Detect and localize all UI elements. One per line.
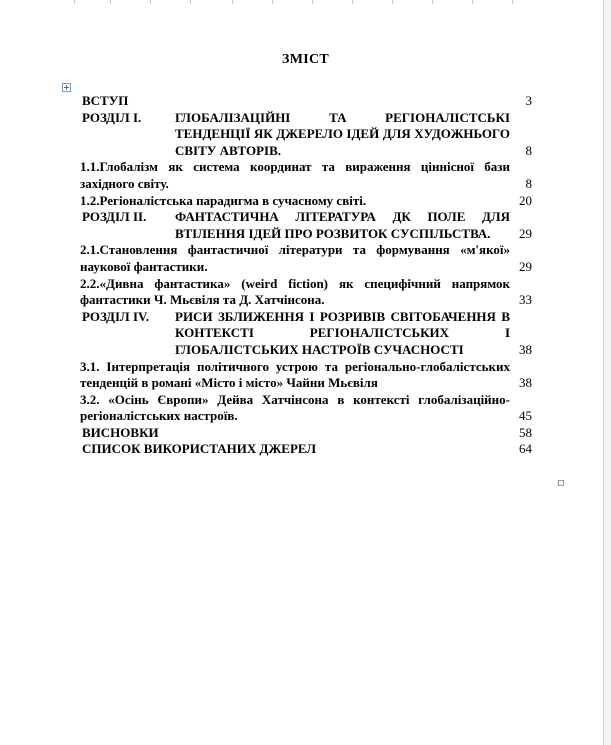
toc-page-number: 33: [519, 292, 532, 308]
toc-page-number: 38: [519, 375, 532, 391]
section-title: 3.1. Інтерпретація політичного устрою та регіонально-глобалістських тенденцій в романі «Місто і місто» Чайни Мьєвіля: [80, 358, 510, 391]
toc-entry-section-2-2[interactable]: [80, 276, 532, 309]
toc-entry-label: ВСТУП: [82, 93, 129, 108]
section-title: 2.1.Становлення фантастичної літератури та формування «м'якої» наукової фантастики.: [80, 242, 510, 274]
section-title: 2.2.«Дивна фантастика» (weird fiction) як специфічний напрямок фантастики Ч. Мьєвіля та Д. Хатчінсона.: [80, 275, 510, 308]
toc-table: [80, 93, 532, 458]
page-right-margin: [604, 0, 611, 745]
toc-page-number: 3: [525, 93, 532, 108]
toc-page-number: 64: [519, 441, 532, 457]
toc-entry-section-1-2[interactable]: [80, 193, 532, 210]
toc-page-number: 29: [519, 225, 532, 241]
chapter-title: ГЛОБАЛІЗАЦІЙНІ ТА РЕГІОНАЛІСТСЬКІ ТЕНДЕНЦІЇ ЯК ДЖЕРЕЛО ІДЕЙ ДЛЯ ХУДОЖНЬОГО СВІТУ АВТОРІВ.: [175, 109, 510, 158]
toc-entry-conclusions[interactable]: [80, 425, 532, 442]
section-title: 1.1.Глобалізм як система координат та вираження ціннісної бази західного світу.: [80, 159, 510, 191]
toc-page-number: 8: [525, 142, 532, 158]
toc-page-number: 45: [519, 408, 532, 424]
chapter-label: РОЗДІЛ IV.: [82, 308, 150, 324]
toc-entry-section-1-1[interactable]: [80, 159, 532, 192]
toc-entry-label: ВИСНОВКИ: [82, 424, 159, 440]
toc-entry-section-2-1[interactable]: [80, 242, 532, 275]
chapter-label: РОЗДІЛ ІІ.: [82, 209, 147, 225]
toc-entry-chapter-2[interactable]: [80, 209, 532, 242]
toc-page-number: 58: [519, 424, 532, 440]
toc-entry-section-3-2[interactable]: [80, 392, 532, 425]
toc-page-number: 29: [519, 258, 532, 274]
toc-entry-references[interactable]: [80, 441, 532, 458]
toc-entry-chapter-4[interactable]: [80, 309, 532, 359]
chapter-label: РОЗДІЛ І.: [82, 109, 142, 125]
section-title: 3.2. «Осінь Європи» Дейва Хатчінсона в контексті глобалізаційно-регіоналістських настроїв.: [80, 391, 510, 424]
chapter-title: РИСИ ЗБЛИЖЕННЯ І РОЗРИВІВ СВІТОБАЧЕННЯ В КОНТЕКСТІ РЕГІОНАЛІСТСЬКИХ І ГЛОБАЛІСТСЬКИХ НАСТРОЇВ СУЧАСНОСТІ: [175, 308, 510, 357]
page-top-edge: [0, 0, 611, 6]
toc-page-number: 38: [519, 341, 532, 357]
toc-entry-intro[interactable]: [80, 93, 532, 110]
toc-title: ЗМІСТ: [282, 52, 329, 67]
toc-entry-section-3-1[interactable]: [80, 359, 532, 392]
table-move-handle-icon[interactable]: [62, 83, 71, 92]
toc-page-number: 20: [519, 192, 532, 208]
chapter-title: ФАНТАСТИЧНА ЛІТЕРАТУРА ДК ПОЛЕ ДЛЯ ВТІЛЕННЯ ІДЕЙ ПРО РОЗВИТОК СУСПІЛЬСТВА.: [175, 209, 510, 241]
toc-entry-chapter-1[interactable]: [80, 110, 532, 160]
table-end-marker: [558, 480, 564, 486]
section-title: 1.2.Регіоналістська парадигма в сучасному світі.: [80, 192, 367, 208]
toc-entry-label: СПИСОК ВИКОРИСТАНИХ ДЖЕРЕЛ: [82, 441, 317, 457]
toc-page-number: 8: [525, 175, 532, 191]
